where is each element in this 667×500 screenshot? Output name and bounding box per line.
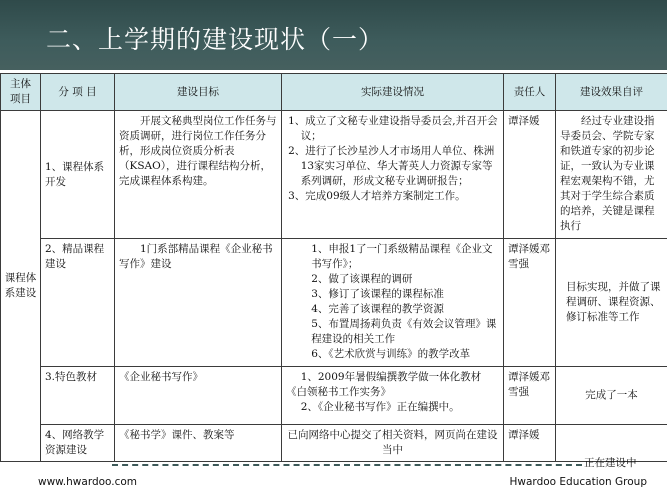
goal-cell: 开展文秘典型岗位工作任务与资质调研，进行岗位工作任务分析，形成岗位资质分析表（KSAO），进行课程结构分析，完成课程体系构建。 [115, 111, 282, 239]
table-row [1, 367, 667, 425]
person-cell: 谭泽媛邓雪强 [504, 239, 556, 367]
item-cell: 4、网络教学资源建设 [41, 425, 115, 462]
status-table-area [0, 70, 667, 500]
eval-cell: 目标实现，并做了课程调研、课程资源、修订标准等工作 [556, 239, 667, 367]
footer-website-link[interactable]: www.hwardoo.com [38, 476, 138, 488]
actual-line: 3、修订了该课程的课程标准 [311, 288, 444, 300]
dashed-divider [112, 464, 582, 466]
item-cell: 1、课程体系开发 [41, 111, 115, 239]
actual-cell [282, 425, 504, 462]
actual-line: 已向网络中心提交了相关资料，网页尚在建设当中 [287, 429, 498, 456]
table-row [1, 425, 667, 462]
eval-cell: 完成了一本 [556, 367, 667, 425]
status-table [0, 73, 667, 462]
header-subject: 主体项目 [1, 74, 41, 111]
actual-cell [282, 111, 504, 239]
eval-cell-last: 正在建设中 [584, 457, 637, 469]
actual-line: 2、做了该课程的调研 [311, 273, 413, 285]
actual-line: 4、完善了该课程的教学资源 [311, 303, 444, 315]
actual-line: 1、2009年暑假编撰教学做一体化教材《白领秘书工作实务》 [286, 371, 482, 398]
table-row [1, 111, 667, 239]
goal-cell: 1门系部精品课程《企业秘书写作》建设 [115, 239, 282, 367]
item-cell: 2、精品课程建设 [41, 239, 115, 367]
table-row [1, 239, 667, 367]
item-cell: 3.特色教材 [41, 367, 115, 425]
actual-line: 5、布置周扬莉负责《有效会议管理》课程建设的相关工作 [311, 318, 497, 345]
table-header-row [1, 74, 667, 111]
header-goal: 建设目标 [115, 74, 282, 111]
footer-company: Hwardoo Education Group [509, 476, 647, 488]
actual-line: 2、进行了长沙星沙人才市场用人单位、株洲13家实习单位、华大菁英人力资源专家等系列调研，形成文秘专业调研报告； [288, 145, 495, 187]
person-cell: 谭泽媛 [504, 111, 556, 239]
actual-cell [282, 367, 504, 425]
actual-line: 1、申报1了一门系级精品课程《企业文书写作》； [311, 243, 493, 270]
actual-cell [282, 239, 504, 367]
slide-footer [0, 470, 667, 500]
actual-line: 1、成立了文秘专业建设指导委员会,并召开会议； [288, 115, 498, 142]
person-cell: 谭泽媛 [504, 425, 556, 462]
actual-line: 3、完成09级人才培养方案制定工作。 [288, 190, 466, 202]
slide-header [0, 0, 667, 70]
header-item: 分 项 目 [41, 74, 115, 111]
actual-line: 2、《企业秘书写作》正在编撰中。 [300, 401, 460, 413]
actual-line: 6、《艺术欣赏与训练》的教学改革 [311, 348, 471, 360]
eval-cell: 经过专业建设指导委员会、学院专家和铁道专家的初步论证，一致认为专业课程宏观架构不错，尤其对于学生综合素质的培养，关键是课程执行 [556, 111, 667, 239]
header-eval: 建设效果自评 [556, 74, 667, 111]
subject-cell: 课程体系建设 [1, 111, 41, 462]
header-person: 责任人 [504, 74, 556, 111]
slide-title: 二、上学期的建设现状（一） [46, 25, 385, 54]
goal-cell: 《企业秘书写作》 [115, 367, 282, 425]
goal-cell: 《秘书学》课件、教案等 [115, 425, 282, 462]
person-cell: 谭泽媛邓雪强 [504, 367, 556, 425]
header-actual: 实际建设情况 [282, 74, 504, 111]
